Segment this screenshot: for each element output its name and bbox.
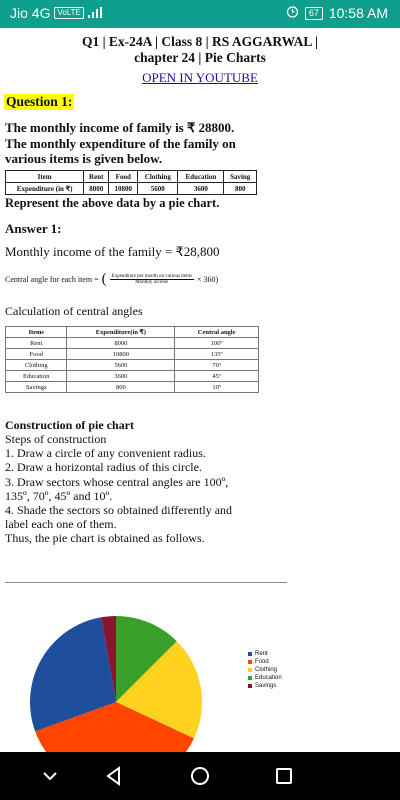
table-cell: Education (6, 371, 67, 382)
navigation-bar (0, 752, 400, 800)
table-cell: 10800 (109, 183, 138, 195)
table-header-row (6, 171, 257, 183)
table-header-cell: Central angle (175, 327, 259, 338)
legend-swatch (248, 684, 252, 688)
table-header-cell: Food (109, 171, 138, 183)
table-row (6, 349, 259, 360)
table-cell: 135º (175, 349, 259, 360)
legend-swatch (248, 676, 252, 680)
table-header-row (6, 327, 259, 338)
table-header-cell: Expenditure(in ₹) (67, 327, 175, 338)
steps-heading: Steps of construction (5, 432, 107, 446)
title-line-2: chapter 24 | Pie Charts (134, 50, 266, 65)
legend-item (248, 666, 282, 674)
status-right (286, 5, 388, 21)
table-header-cell: Item (6, 171, 84, 183)
chart-legend (248, 650, 282, 690)
calculation-heading: Calculation of central angles (5, 304, 143, 318)
table-cell: 3600 (178, 183, 224, 195)
clock: 10:58 AM (328, 5, 388, 21)
table-cell: Savings (6, 382, 67, 393)
table-cell: 10º (175, 382, 259, 393)
central-angle-formula (5, 272, 218, 286)
table-cell: 100º (175, 338, 259, 349)
open-in-youtube-link[interactable]: OPEN IN YOUTUBE (142, 70, 258, 85)
table-cell: 5600 (67, 360, 175, 371)
represent-instruction: Represent the above data by a pie chart. (5, 196, 220, 210)
step-item: 4. Shade the sectors so obtained differently and label each one of them. (5, 503, 233, 532)
table-cell: Expenditure (in ₹) (6, 183, 84, 195)
table-cell: 800 (224, 183, 257, 195)
legend-swatch (248, 660, 252, 664)
answer-heading: Answer 1: (5, 221, 62, 236)
back-icon[interactable] (104, 766, 124, 791)
formula-open-paren: ( (101, 271, 107, 287)
table-header-cell: Saving (224, 171, 257, 183)
table-header-cell: Clothing (138, 171, 178, 183)
table-cell: 10800 (67, 349, 175, 360)
step-item: Thus, the pie chart is obtained as follows. (5, 531, 205, 546)
recent-apps-icon[interactable] (274, 766, 294, 791)
step-item: 2. Draw a horizontal radius of this circle. (5, 460, 202, 475)
table-cell: Rent (6, 338, 67, 349)
table-row (6, 360, 259, 371)
table-header-cell: Education (178, 171, 224, 183)
formula-fraction (110, 274, 194, 285)
table-header-cell: Rent (84, 171, 109, 183)
volte-badge: VoLTE (54, 7, 83, 19)
legend-label: Food (255, 659, 269, 665)
legend-label: Clothing (255, 667, 278, 673)
legend-swatch (248, 652, 252, 656)
status-bar (0, 0, 400, 28)
legend-item (248, 674, 282, 682)
construction-heading: Construction of pie chart (5, 418, 134, 432)
table-header-cell: Items (6, 327, 67, 338)
question-heading: Question 1: (6, 94, 73, 109)
expenditure-table (5, 170, 257, 195)
home-icon[interactable] (190, 766, 210, 791)
table-cell: Food (6, 349, 67, 360)
table-cell: 8000 (84, 183, 109, 195)
legend-label: Rent (255, 651, 268, 657)
status-left (10, 5, 102, 21)
table-row (6, 382, 259, 393)
table-cell: 5600 (138, 183, 178, 195)
table-row (6, 338, 259, 349)
construction-steps (5, 432, 245, 546)
signal-icon (88, 5, 102, 21)
battery-indicator: 67 (305, 7, 323, 20)
carrier-label: Jio 4G (10, 5, 51, 21)
central-angle-table (5, 326, 259, 393)
step-item: 3. Draw sectors whose central angles are 100º, 135º, 70º, 45º and 10º. (5, 474, 229, 503)
title-line-1: Q1 | Ex-24A | Class 8 | RS AGGARWAL | (81, 34, 319, 49)
alarm-icon (286, 5, 299, 21)
table-cell: 70º (175, 360, 259, 371)
table-cell: 3600 (67, 371, 175, 382)
step-item: 1. Draw a circle of any convenient radius. (5, 446, 206, 461)
table-cell: 45º (175, 371, 259, 382)
table-row (6, 183, 257, 195)
collapse-chevron-icon[interactable] (40, 766, 60, 791)
article-content[interactable] (0, 28, 400, 752)
formula-numerator: Expenditure per month on various items (111, 273, 192, 279)
legend-item (248, 650, 282, 658)
formula-left: Central angle for each item = (5, 274, 99, 284)
question-text: The monthly income of family is ₹ 28800. The monthly expenditure of the family on various items is given below. (5, 120, 236, 166)
table-cell: 8000 (67, 338, 175, 349)
legend-label: Education (255, 675, 282, 681)
legend-swatch (248, 668, 252, 672)
income-statement: Monthly income of the family = ₹28,800 (5, 244, 220, 259)
page-title (0, 34, 400, 66)
divider (5, 582, 287, 583)
table-cell: Clothing (6, 360, 67, 371)
legend-item (248, 682, 282, 690)
formula-right: × 360) (197, 274, 219, 284)
formula-denominator: Monthly income (135, 279, 169, 285)
pie-chart (28, 612, 208, 752)
legend-label: Savings (255, 683, 277, 689)
legend-item (248, 658, 282, 666)
table-row (6, 371, 259, 382)
table-cell: 800 (67, 382, 175, 393)
